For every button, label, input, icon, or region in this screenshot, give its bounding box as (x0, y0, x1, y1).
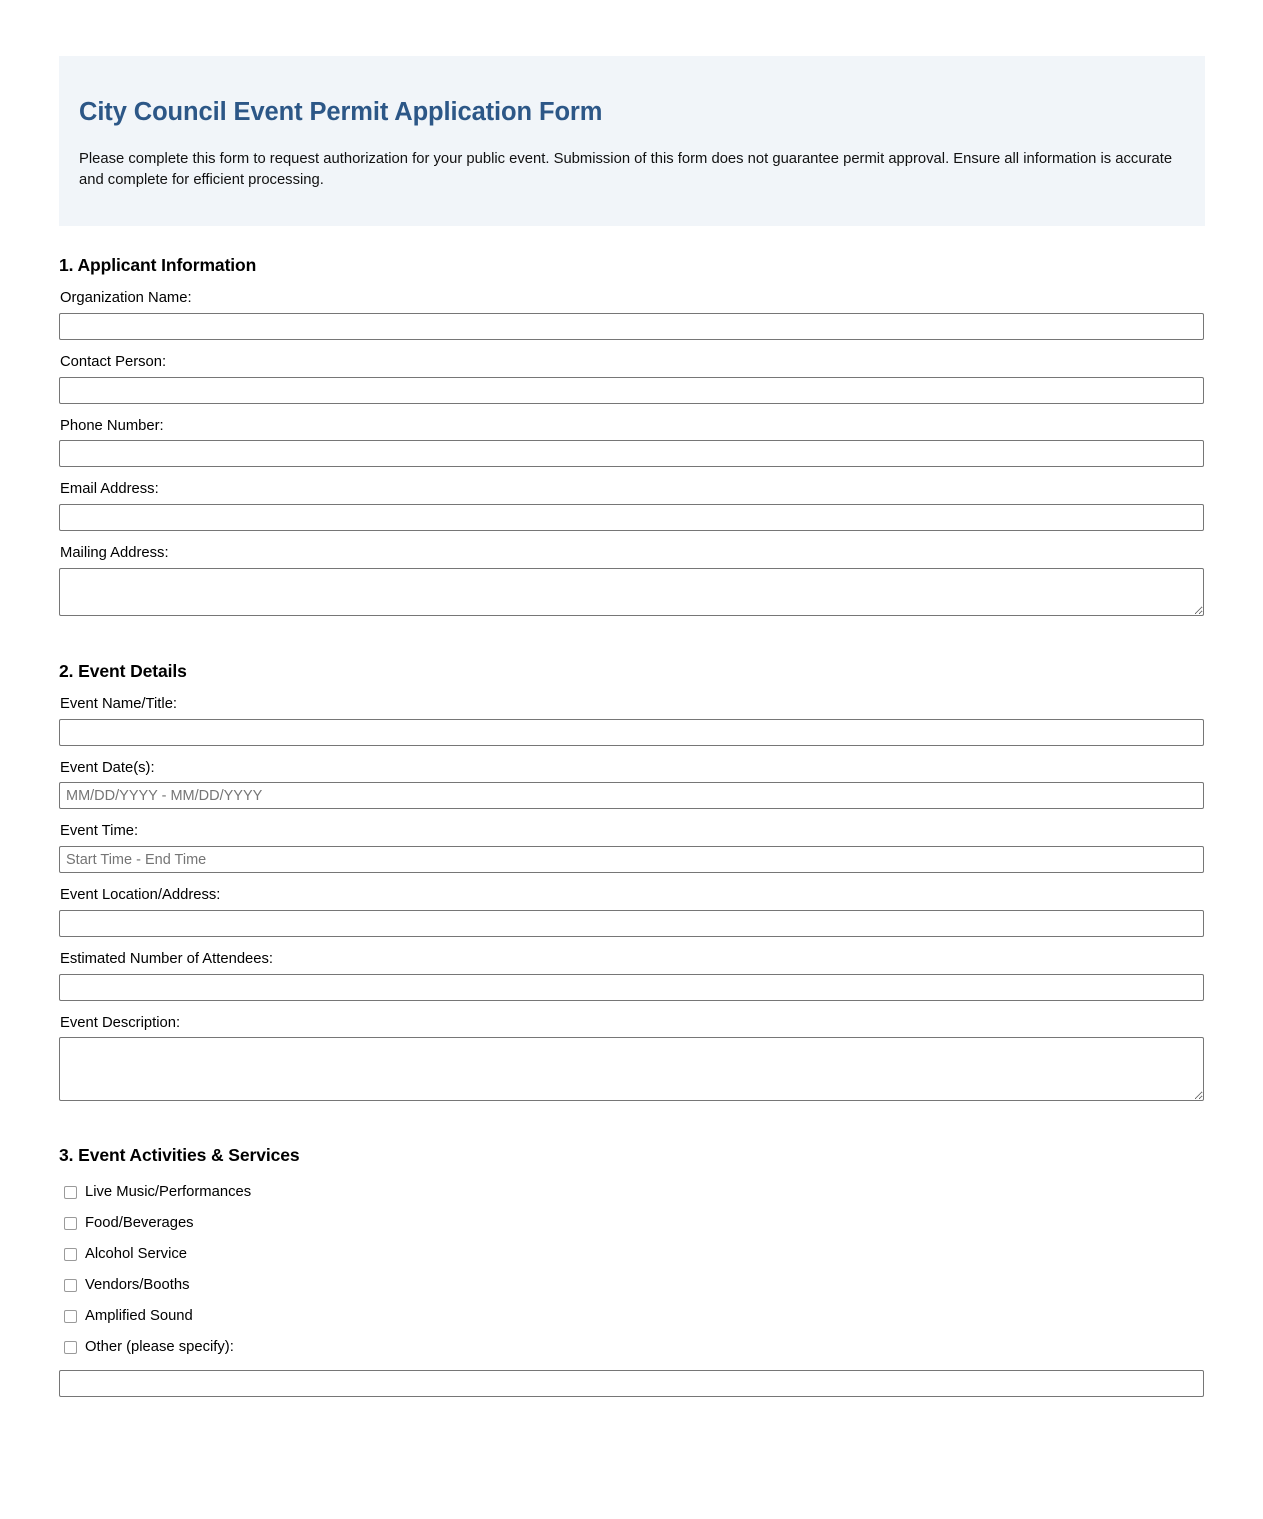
checkbox-food-beverages[interactable] (64, 1217, 77, 1230)
field-event-time (59, 823, 1205, 873)
form-header-banner (59, 56, 1205, 226)
checkbox-row-food-beverages[interactable] (59, 1215, 1205, 1232)
input-event-name[interactable] (59, 719, 1204, 746)
label-estimated-attendees: Estimated Number of Attendees: (60, 950, 274, 967)
checkbox-other[interactable] (64, 1341, 77, 1354)
checkbox-amplified-sound[interactable] (64, 1310, 77, 1323)
activities-checkbox-list (59, 1184, 1205, 1397)
field-email-address (59, 481, 1205, 531)
field-event-name (59, 696, 1205, 746)
field-mailing-address (59, 545, 1205, 616)
input-contact-person[interactable] (59, 377, 1204, 404)
page-title: City Council Event Permit Application Form (79, 98, 603, 126)
field-event-dates (59, 760, 1205, 810)
checkbox-live-music[interactable] (64, 1186, 77, 1199)
input-mailing-address[interactable] (59, 568, 1204, 616)
checkbox-label-food-beverages[interactable]: Food/Beverages (85, 1215, 194, 1232)
checkbox-row-alcohol-service[interactable] (59, 1246, 1205, 1263)
checkbox-label-live-music[interactable]: Live Music/Performances (85, 1184, 252, 1201)
label-email-address: Email Address: (60, 481, 159, 498)
checkbox-vendors-booths[interactable] (64, 1279, 77, 1292)
field-estimated-attendees (59, 951, 1205, 1001)
form-intro-text: Please complete this form to request authorization for your public event. Submission of this form does not guarantee permit approval. Ensure all information is accurate and complete for efficient processing. (79, 151, 1173, 188)
input-estimated-attendees[interactable] (59, 974, 1204, 1001)
label-event-description: Event Description: (60, 1014, 181, 1031)
input-event-dates[interactable] (59, 782, 1204, 809)
field-contact-person (59, 354, 1205, 404)
checkbox-label-vendors-booths[interactable]: Vendors/Booths (85, 1277, 190, 1294)
label-organization-name: Organization Name: (60, 290, 192, 307)
field-event-location (59, 887, 1205, 937)
label-mailing-address: Mailing Address: (60, 545, 169, 562)
section-event-activities-services (59, 1145, 1205, 1397)
field-event-description (59, 1015, 1205, 1102)
field-phone-number (59, 418, 1205, 468)
input-other-specify[interactable] (59, 1370, 1204, 1397)
checkbox-row-other[interactable] (59, 1339, 1205, 1356)
checkbox-row-vendors-booths[interactable] (59, 1277, 1205, 1294)
checkbox-row-amplified-sound[interactable] (59, 1308, 1205, 1325)
checkbox-label-alcohol-service[interactable]: Alcohol Service (85, 1246, 187, 1263)
label-event-name: Event Name/Title: (60, 695, 178, 712)
checkbox-row-live-music[interactable] (59, 1184, 1205, 1201)
input-event-location[interactable] (59, 910, 1204, 937)
checkbox-label-amplified-sound[interactable]: Amplified Sound (85, 1308, 193, 1325)
field-organization-name (59, 290, 1205, 340)
section-heading-event-activities-services: 3. Event Activities & Services (59, 1145, 300, 1166)
label-phone-number: Phone Number: (60, 417, 164, 434)
input-email-address[interactable] (59, 504, 1204, 531)
section-heading-event-details: 2. Event Details (59, 660, 187, 681)
label-event-dates: Event Date(s): (60, 759, 155, 776)
input-event-description[interactable] (59, 1037, 1204, 1101)
section-heading-applicant-information: 1. Applicant Information (59, 255, 257, 276)
input-phone-number[interactable] (59, 440, 1204, 467)
checkbox-label-other[interactable]: Other (please specify): (85, 1339, 234, 1356)
field-other-specify (59, 1370, 1205, 1397)
label-event-time: Event Time: (60, 823, 139, 840)
form-content (59, 56, 1205, 1397)
input-organization-name[interactable] (59, 313, 1204, 340)
label-contact-person: Contact Person: (60, 353, 167, 370)
section-applicant-information (59, 255, 1205, 616)
input-event-time[interactable] (59, 846, 1204, 873)
section-event-details (59, 661, 1205, 1102)
checkbox-alcohol-service[interactable] (64, 1248, 77, 1261)
label-event-location: Event Location/Address: (60, 887, 221, 904)
